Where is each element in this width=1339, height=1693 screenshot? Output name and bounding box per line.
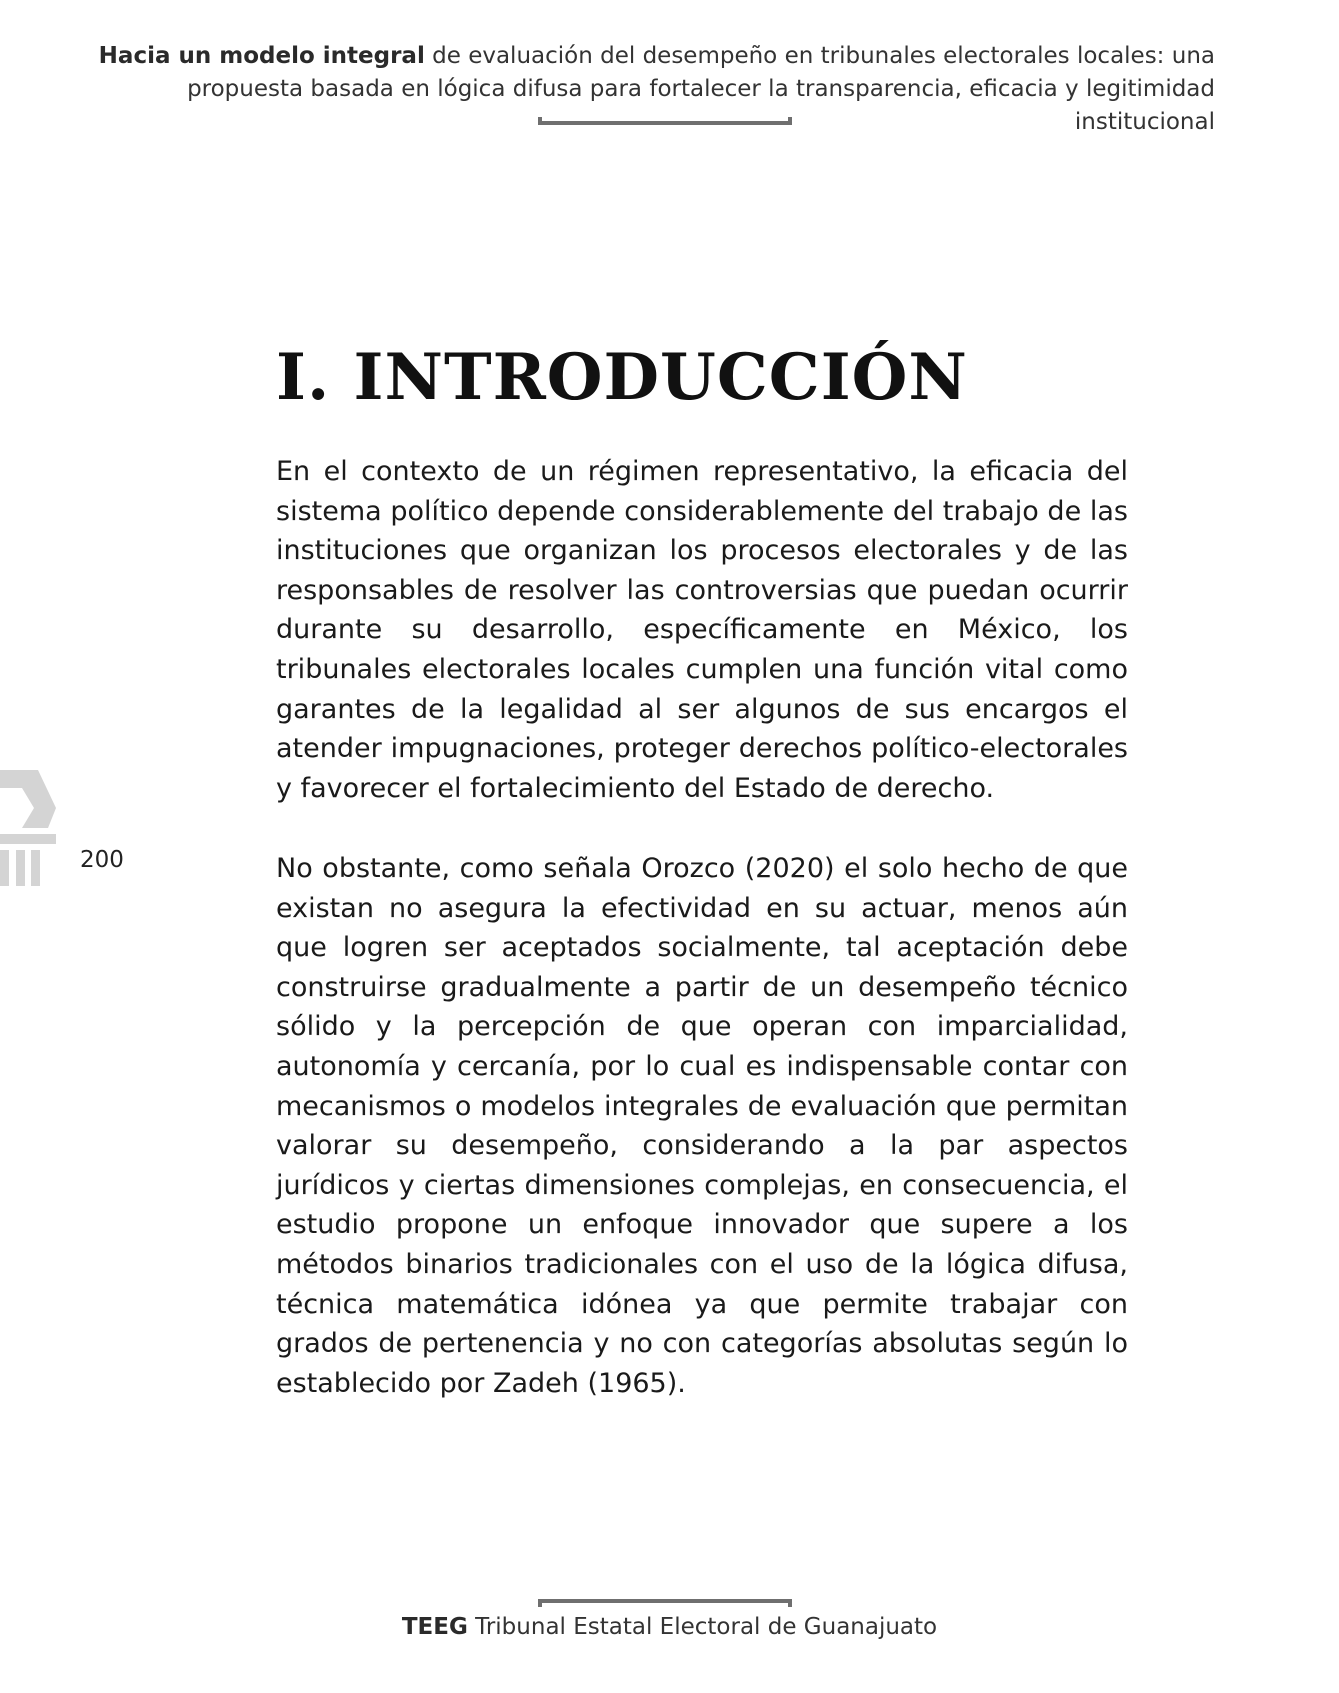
body-paragraph-1: En el contexto de un régimen representativo, la eficacia del sistema político depende considerablemente del trabajo de las instituciones que organizan los procesos electorales y de las responsables de resolver las controversias que puedan ocurrir durante su desarrollo, específicamente en México, los tribunales electorales locales cumplen una función vital como garantes de la legalidad al ser algunos de sus encargos el atender impugnaciones, proteger derechos político-electorales y favorecer el fortalecimiento del Estado de derecho.	[276, 456, 1128, 804]
footer-divider	[538, 1599, 792, 1607]
section-title: I. INTRODUCCIÓN	[276, 340, 968, 415]
page-number: 200	[80, 847, 124, 873]
footer-acronym: TEEG	[401, 1614, 468, 1640]
header-bold-title: Hacia un modelo integral	[98, 43, 425, 69]
teeg-building-logo-icon	[0, 770, 60, 890]
header-subtitle: de evaluación del desempeño en tribunales electorales locales: una propuesta basada en lógica difusa para fortalecer la transparencia, eficacia y legitimidad institucional	[187, 43, 1215, 135]
footer-institution: Tribunal Estatal Electoral de Guanajuato	[467, 1614, 938, 1640]
body-paragraph-2: No obstante, como señala Orozco (2020) el solo hecho de que existan no asegura la efectividad en su actuar, menos aún que logren ser aceptados socialmente, tal aceptación debe construirse gradualmente a partir de un desempeño técnico sólido y la percepción de que operan con imparcialidad, autonomía y cercanía, por lo cual es indispensable contar con mecanismos o modelos integrales de evaluación que permitan valorar su desempeño, considerando a la par aspectos jurídicos y ciertas dimensiones complejas, en consecuencia, el estudio propone un enfoque innovador que supere a los métodos binarios tradicionales con el uso de la lógica difusa, técnica matemática idónea ya que permite trabajar con grados de pertenencia y no con categorías absolutas según lo establecido por Zadeh (1965).	[276, 853, 1128, 1399]
running-footer	[0, 1614, 1339, 1640]
header-divider	[538, 117, 792, 125]
